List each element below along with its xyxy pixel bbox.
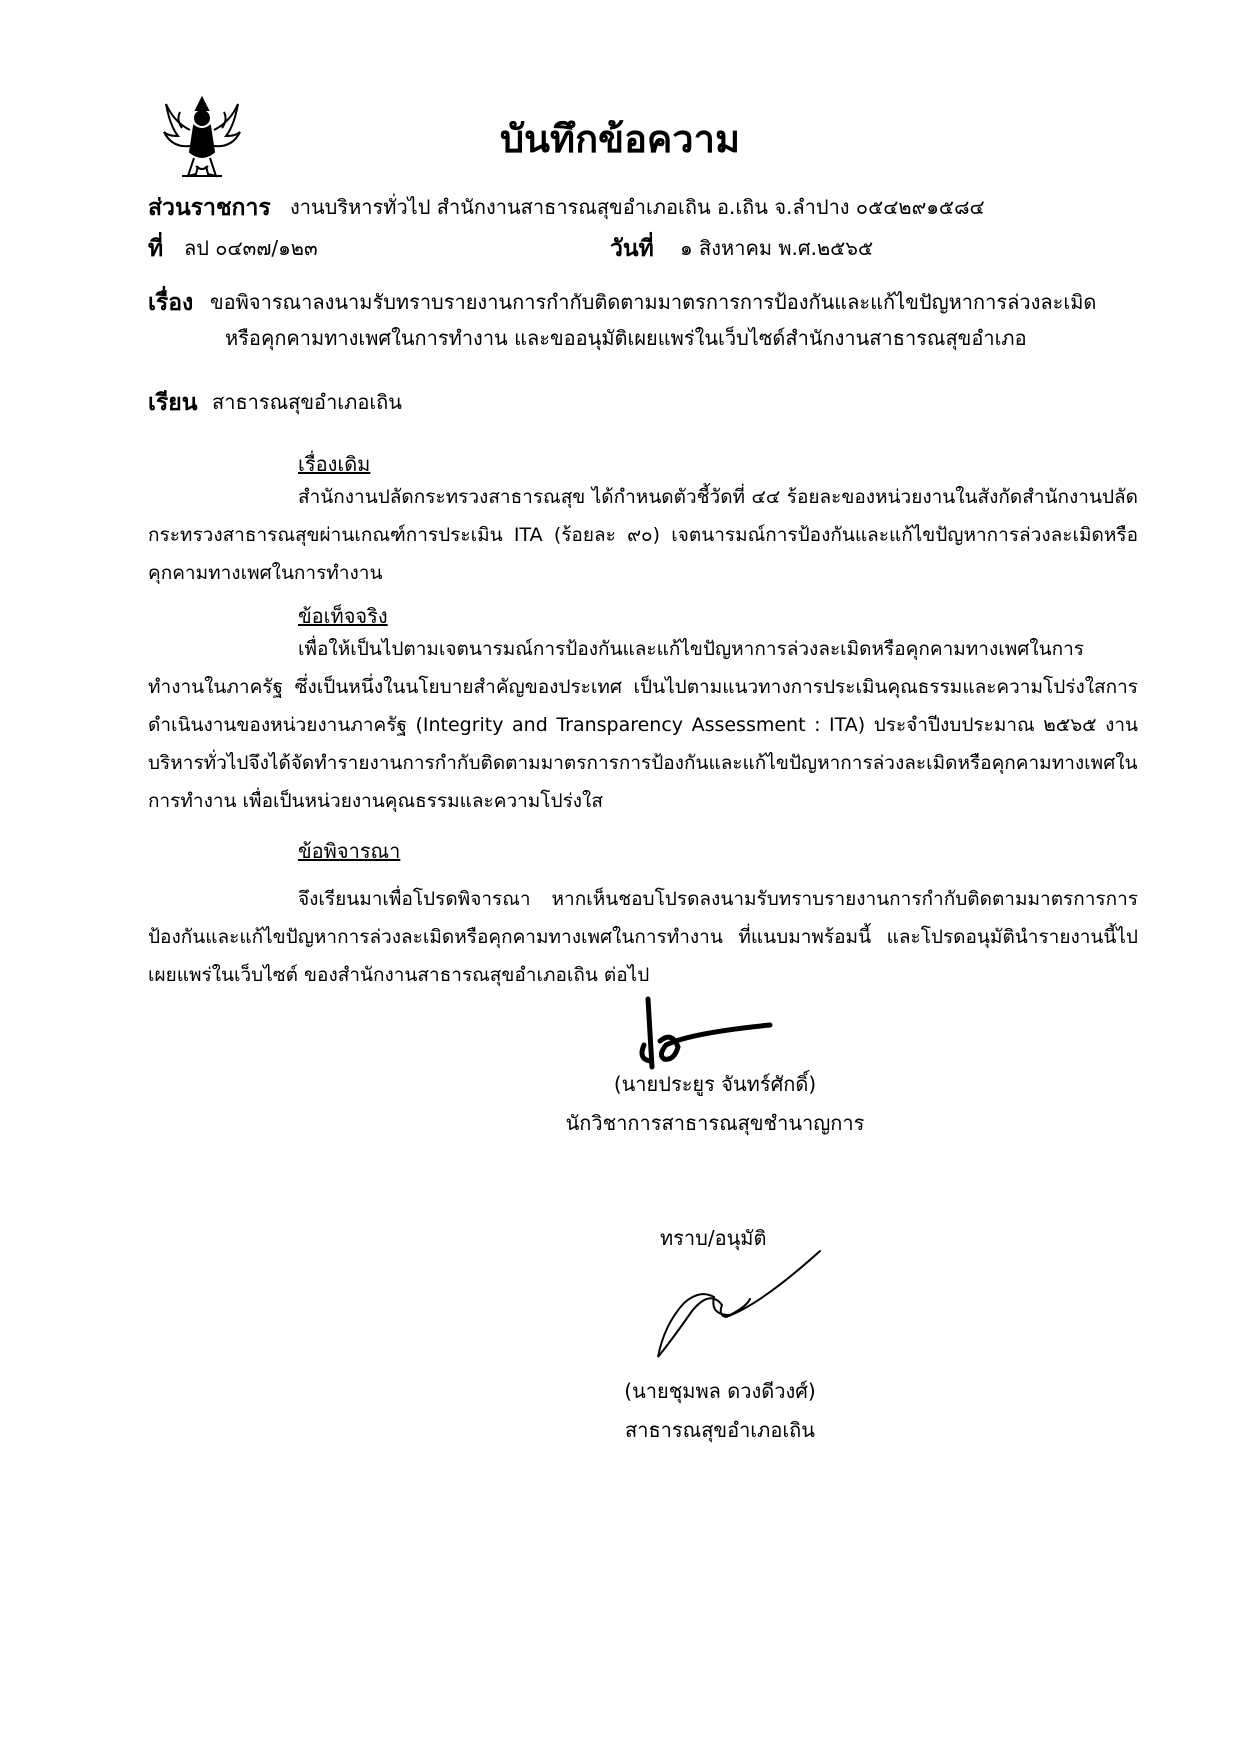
- facts-paragraph: เพื่อให้เป็นไปตามเจตนารมณ์การป้องกันและแก้ไขปัญหาการล่วงละเมิดหรือคุกคามทางเพศในการทำงานในภาครัฐ ซึ่งเป็นหนึ่งในนโยบายสำคัญของประเทศ เป็นไปตามแนวทางการประเมินคุณธรรมและความโปร่งใสการดำเนินงานของหน่วยงานภาครัฐ (Integrity and Transparency Assessment : ITA) ประจำปีงบประมาณ ๒๕๖๕ งานบริหารทั่วไปจึงได้จัดทำรายงานการกำกับติดตามมาตรการการป้องกันและแก้ไขปัญหาการล่วงละเมิดหรือคุกคามทางเพศในการทำงาน เพื่อเป็นหน่วยงานคุณธรรมและความโปร่งใส: [148, 638, 1138, 812]
- subject-line-1: ขอพิจารณาลงนามรับทราบรายงานการกำกับติดตามมาตรการการป้องกันและแก้ไขปัญหาการล่วงละเมิด: [210, 290, 1097, 314]
- ref-label: ที่: [148, 236, 164, 262]
- consideration-heading: ข้อพิจารณา: [298, 839, 401, 863]
- background-paragraph: สำนักงานปลัดกระทรวงสาธารณสุข ได้กำหนดตัวชี้วัดที่ ๔๔ ร้อยละของหน่วยงานในสังกัดสำนักงานปลัดกระทรวงสาธารณสุขผ่านเกณฑ์การประเมิน ITA (ร้อยละ ๙๐) เจตนารมณ์การป้องกันและแก้ไขปัญหาการล่วงละเมิดหรือคุกคามทางเพศในการทำงาน: [148, 486, 1138, 584]
- to-label: เรียน: [148, 390, 198, 416]
- agency-label: ส่วนราชการ: [148, 195, 271, 221]
- agency-value: งานบริหารทั่วไป สำนักงานสาธารณสุขอำเภอเถิน อ.เถิน จ.ลำปาง ๐๕๔๒๙๑๕๘๔: [290, 195, 985, 219]
- signatory-position: นักวิชาการสาธารณสุขชำนาญการ: [565, 1111, 865, 1135]
- approver-name: (นายชุมพล ดวงดีวงศ์): [624, 1379, 816, 1403]
- signatory-name: (นายประยูร จันทร์ศักดิ์): [613, 1072, 817, 1096]
- background-heading: เรื่องเดิม: [298, 452, 371, 476]
- facts-heading: ข้อเท็จจริง: [298, 604, 388, 628]
- consideration-paragraph: จึงเรียนมาเพื่อโปรดพิจารณา หากเห็นชอบโปรดลงนามรับทราบรายงานการกำกับติดตามมาตรการการป้องกันและแก้ไขปัญหาการล่วงละเมิดหรือคุกคามทางเพศในการทำงาน ที่แนบมาพร้อมนี้ และโปรดอนุมัตินำรายงานนี้ไปเผยแพร่ในเว็บไซต์ ของสำนักงานสาธารณสุขอำเภอเถิน ต่อไป: [148, 888, 1138, 986]
- approval-label: ทราบ/อนุมัติ: [660, 1226, 767, 1250]
- date-value: ๑ สิงหาคม พ.ศ.๒๕๖๕: [680, 236, 874, 260]
- date-label: วันที่: [610, 236, 654, 262]
- subject-label: เรื่อง: [148, 290, 194, 316]
- signature-1: [620, 995, 790, 1075]
- ref-value: ลป ๐๔๓๗/๑๒๓: [184, 236, 318, 260]
- signature-2: [630, 1245, 830, 1365]
- subject-line-2: หรือคุกคามทางเพศในการทำงาน และขออนุมัติเผยแพร่ในเว็บไซด์สำนักงานสาธารณสุขอำเภอ: [225, 326, 1027, 350]
- to-value: สาธารณสุขอำเภอเถิน: [212, 390, 402, 414]
- approver-position: สาธารณสุขอำเภอเถิน: [625, 1418, 815, 1442]
- document-title: บันทึกข้อความ: [499, 117, 741, 161]
